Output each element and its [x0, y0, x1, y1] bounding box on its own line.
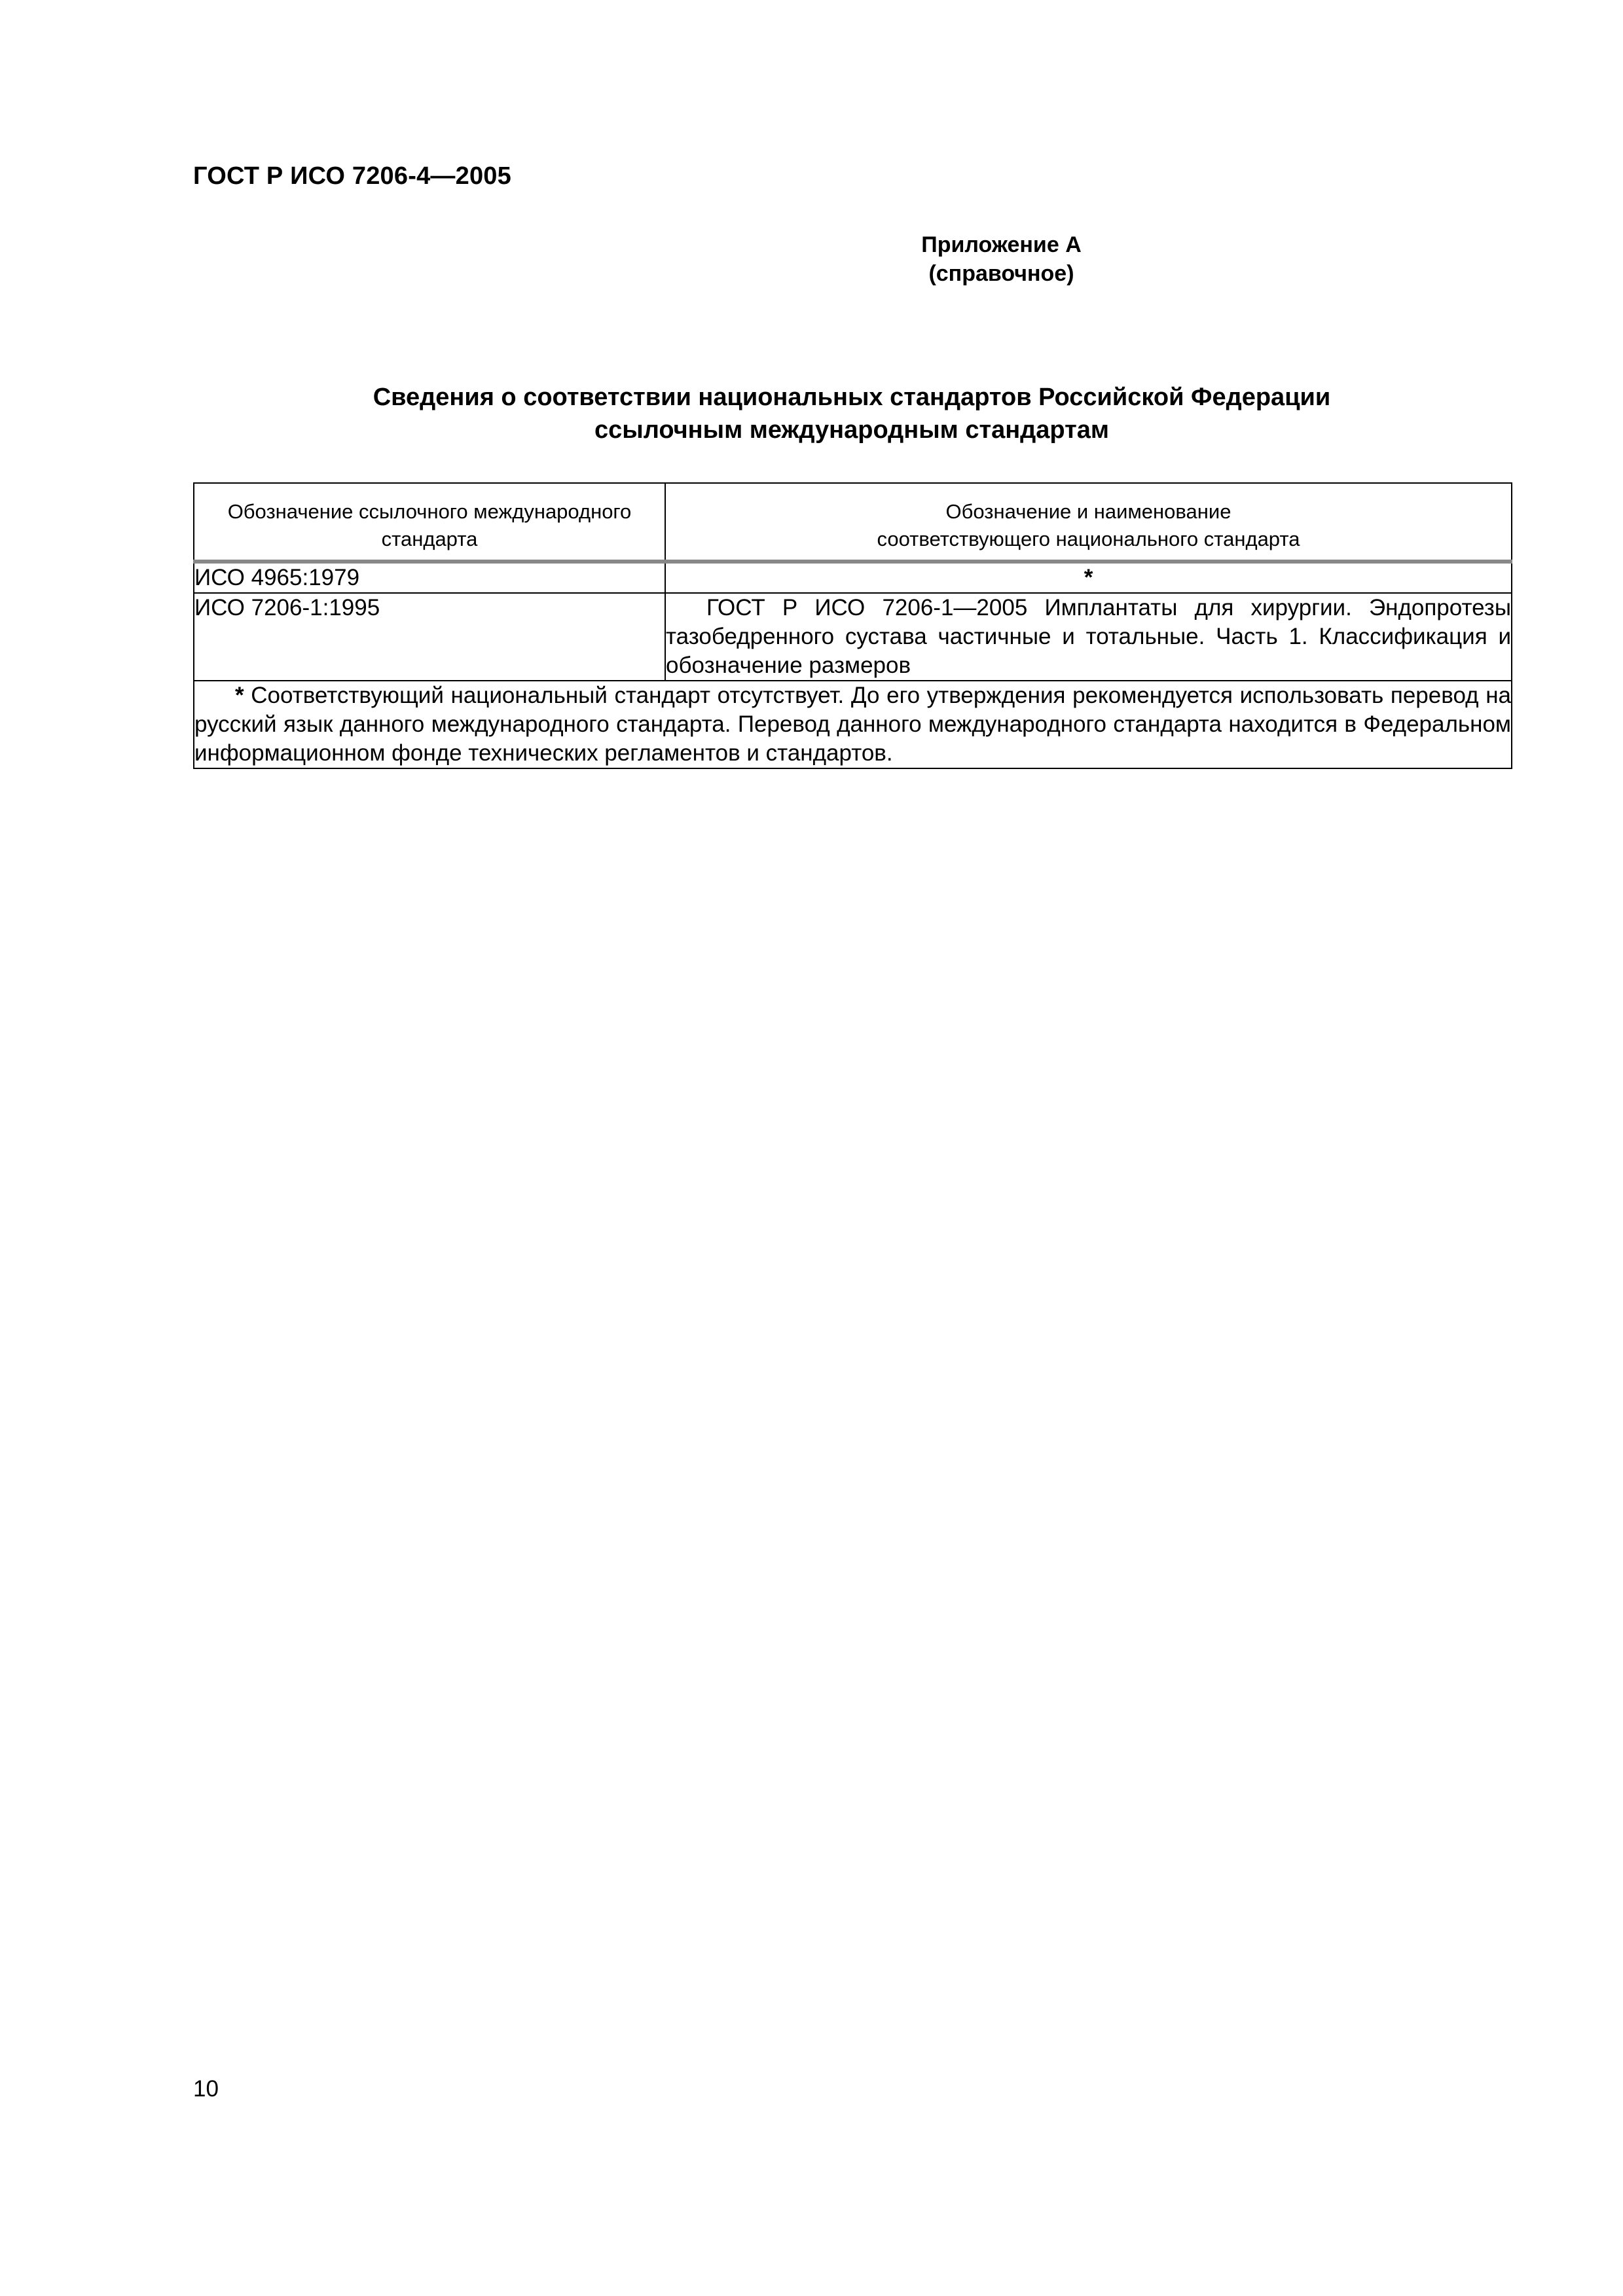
table-title-line-1: Сведения о соответствии национальных стандартов Российской Федерации — [373, 384, 1331, 411]
national-standard-text: ГОСТ Р ИСО 7206-1—2005 Имплантаты для хирургии. Эндопротезы тазобедренного сустава частичные и тотальные. Часть 1. Классификация и обозначение размеров — [666, 595, 1511, 678]
table-footnote — [194, 681, 1512, 768]
header-national-standard — [665, 483, 1512, 562]
header-international-standard — [194, 483, 665, 562]
table-row — [194, 562, 1512, 593]
footnote-mark: * — [235, 683, 244, 708]
national-standard-cell: * — [665, 562, 1512, 593]
header-national-line-1: Обозначение и наименование — [945, 500, 1231, 523]
table-header-row — [194, 483, 1512, 562]
table-footnote-row — [194, 681, 1512, 768]
standards-correspondence-table — [193, 482, 1512, 769]
header-national-line-2: соответствующего национального стандарта — [877, 528, 1300, 550]
appendix-title: Приложение А — [921, 232, 1082, 257]
header-international-line-2: стандарта — [381, 528, 478, 550]
document-code: ГОСТ Р ИСО 7206-4—2005 — [193, 162, 511, 190]
appendix-heading — [0, 230, 1623, 288]
international-standard-cell: ИСО 4965:1979 — [194, 562, 665, 593]
page-number: 10 — [193, 2076, 219, 2102]
table-title — [193, 381, 1510, 446]
appendix-kind: (справочное) — [928, 261, 1074, 286]
table-title-line-2: ссылочным международным стандартам — [594, 416, 1109, 444]
header-international-line-1: Обозначение ссылочного международного — [227, 500, 632, 523]
international-standard-cell: ИСО 7206-1:1995 — [194, 593, 665, 681]
table-row — [194, 593, 1512, 681]
national-standard-cell — [665, 593, 1512, 681]
footnote-text: Соответствующий национальный стандарт отсутствует. До его утверждения рекомендуется использовать перевод на русский язык данного международного стандарта. Перевод данного международного стандарта находится в Федеральном информационном фонде технических регламентов и стандартов. — [194, 683, 1511, 766]
